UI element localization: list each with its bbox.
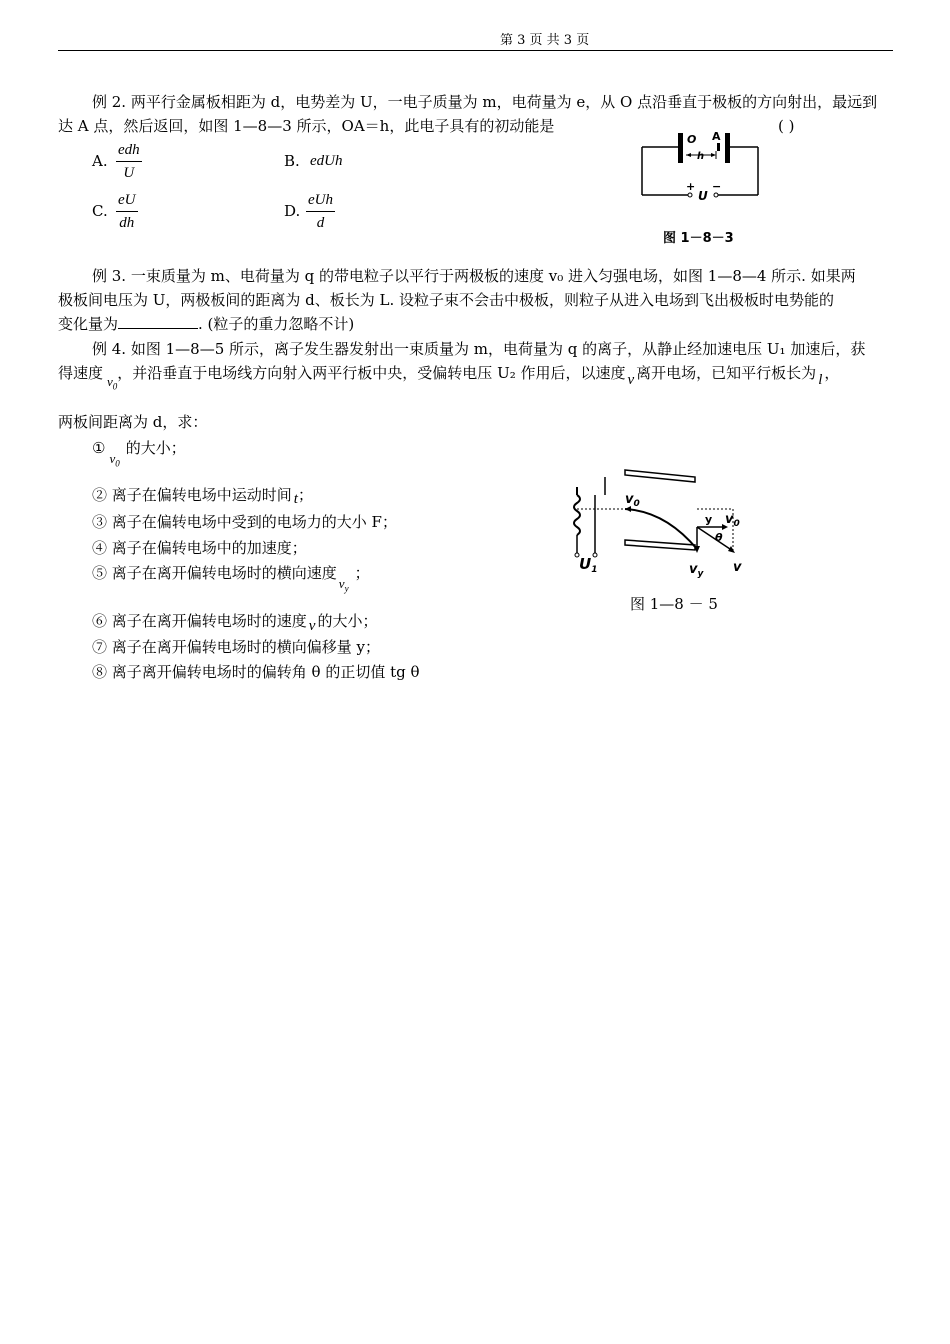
ex4-line2-c: 离开电场，已知平行板长为 <box>636 364 817 382</box>
ex2-option-a-denominator: U <box>123 165 135 181</box>
symbol-v0: $v_0$ <box>109 451 120 469</box>
ex4-line1: 例 4. 如图 1—8—5 所示，离子发生器发射出一束质量为 m，电荷量为 q 的离子，从静止经加速电压 U₁ 加速后，获 <box>92 340 866 358</box>
label-y: y <box>705 513 713 526</box>
ex3-line1: 例 3. 一束质量为 m、电荷量为 q 的带电粒子以平行于两极板的速度 v₀ 进入匀强电场，如图 1—8—4 所示. 如果两 <box>92 267 856 285</box>
label-v: v <box>733 560 742 575</box>
figure-1-8-3-caption: 图 1－8－3 <box>663 231 734 246</box>
label-plus: + <box>686 180 696 193</box>
ion-source-coil <box>574 495 580 535</box>
left-plate <box>678 133 683 163</box>
ex2-option-d-fraction <box>306 191 335 232</box>
lower-plate <box>625 540 695 550</box>
label-h: h <box>697 151 705 162</box>
figure-1-8-5-deflection <box>565 465 765 580</box>
ex2-option-d-numerator: eUh <box>308 192 333 208</box>
ex4-line3: 两板间距离为 d，求： <box>58 413 208 431</box>
ex2-option-b-text: edUh <box>310 153 343 169</box>
question-2: ② 离子在偏转电场中运动时间 t； <box>92 486 313 507</box>
right-plate <box>725 133 730 163</box>
ex2-option-d-label: D. <box>284 202 301 220</box>
ex4-line2-b: ，并沿垂直于电场线方向射入两平行板中央，受偏转电压 U₂ 作用后，以速度 <box>117 364 626 382</box>
ex2-option-c-label: C. <box>92 202 108 220</box>
ex3-line3-start: 变化量为 <box>58 315 119 333</box>
label-u1: $U_1$ <box>579 555 598 575</box>
symbol-v: v <box>308 618 316 634</box>
ex2-line1: 例 2. 两平行金属板相距为 d，电势差为 U，一电子质量为 m，电荷量为 e，从 O 点沿垂直于极板的方向射出，最远到 <box>92 93 878 111</box>
fraction-bar <box>306 211 335 212</box>
ex4-line2 <box>58 362 839 390</box>
ex3-line2: 极板间电压为 U，两极板间的距离为 d、板长为 L. 设粒子束不会击中极板，则粒子从进入电场到飞出极板时电势能的 <box>58 291 835 309</box>
ex2-answer-bracket: ( ) <box>778 117 795 135</box>
label-theta: θ <box>715 531 723 544</box>
symbol-vy: $v_y$ <box>338 576 349 594</box>
symbol-v: v <box>627 372 635 388</box>
fraction-bar <box>116 161 142 162</box>
question-8: ⑧ 离子离开偏转电场时的偏转角 θ 的正切值 tg θ <box>92 663 420 681</box>
label-a: A <box>712 130 721 143</box>
ex3-answer-blank <box>118 314 198 329</box>
header-rule <box>58 50 893 51</box>
figure-1-8-3-circuit <box>630 125 770 210</box>
label-v0: $v_0$ <box>625 492 640 509</box>
symbol-l: l <box>818 372 823 388</box>
ex2-option-a-fraction <box>116 141 142 182</box>
question-4: ④ 离子在偏转电场中的加速度； <box>92 539 307 557</box>
question-5: ⑤ 离子在离开偏转电场时的横向速度$v_y$； <box>92 564 370 594</box>
ex2-option-c-numerator: eU <box>118 192 136 208</box>
label-u: U <box>698 189 708 203</box>
symbol-v0: $v_0$ <box>107 374 118 392</box>
ex4-line2-d: ， <box>824 364 840 382</box>
figure-1-8-5-caption: 图 1—8 － 5 <box>630 595 718 613</box>
question-7: ⑦ 离子在离开偏转电场时的横向偏移量 y； <box>92 638 381 656</box>
question-3: ③ 离子在偏转电场中受到的电场力的大小 F； <box>92 513 397 531</box>
ex3-line3 <box>58 313 354 335</box>
page-number: 第 3 页 共 3 页 <box>500 33 590 48</box>
ex2-option-d-denominator: d <box>316 215 325 231</box>
upper-plate <box>625 470 695 482</box>
label-minus: − <box>712 180 722 193</box>
ex4-line2-a: 得速度 <box>58 364 104 382</box>
symbol-t: t <box>293 491 298 507</box>
label-o: O <box>687 133 697 146</box>
label-vy: $v_y$ <box>689 562 704 579</box>
question-6: ⑥ 离子在离开偏转电场时的速度 v 的大小； <box>92 612 378 634</box>
ex2-option-c-fraction <box>116 191 138 232</box>
ex2-option-a-label: A. <box>92 152 108 170</box>
fraction-bar <box>116 211 138 212</box>
ex2-option-c-denominator: dh <box>119 215 135 231</box>
ex2-option-a-numerator: edh <box>118 142 140 158</box>
ex2-option-b-label: B. <box>284 152 300 170</box>
question-1: $①v_0$的大小； <box>92 439 186 469</box>
ex3-line3-end: . (粒子的重力忽略不计) <box>198 315 355 333</box>
label-v0-right: $v_0$ <box>725 512 740 529</box>
ex2-line2: 达 A 点，然后返回，如图 1—8—3 所示，OA＝h，此电子具有的初动能是 <box>58 117 555 135</box>
